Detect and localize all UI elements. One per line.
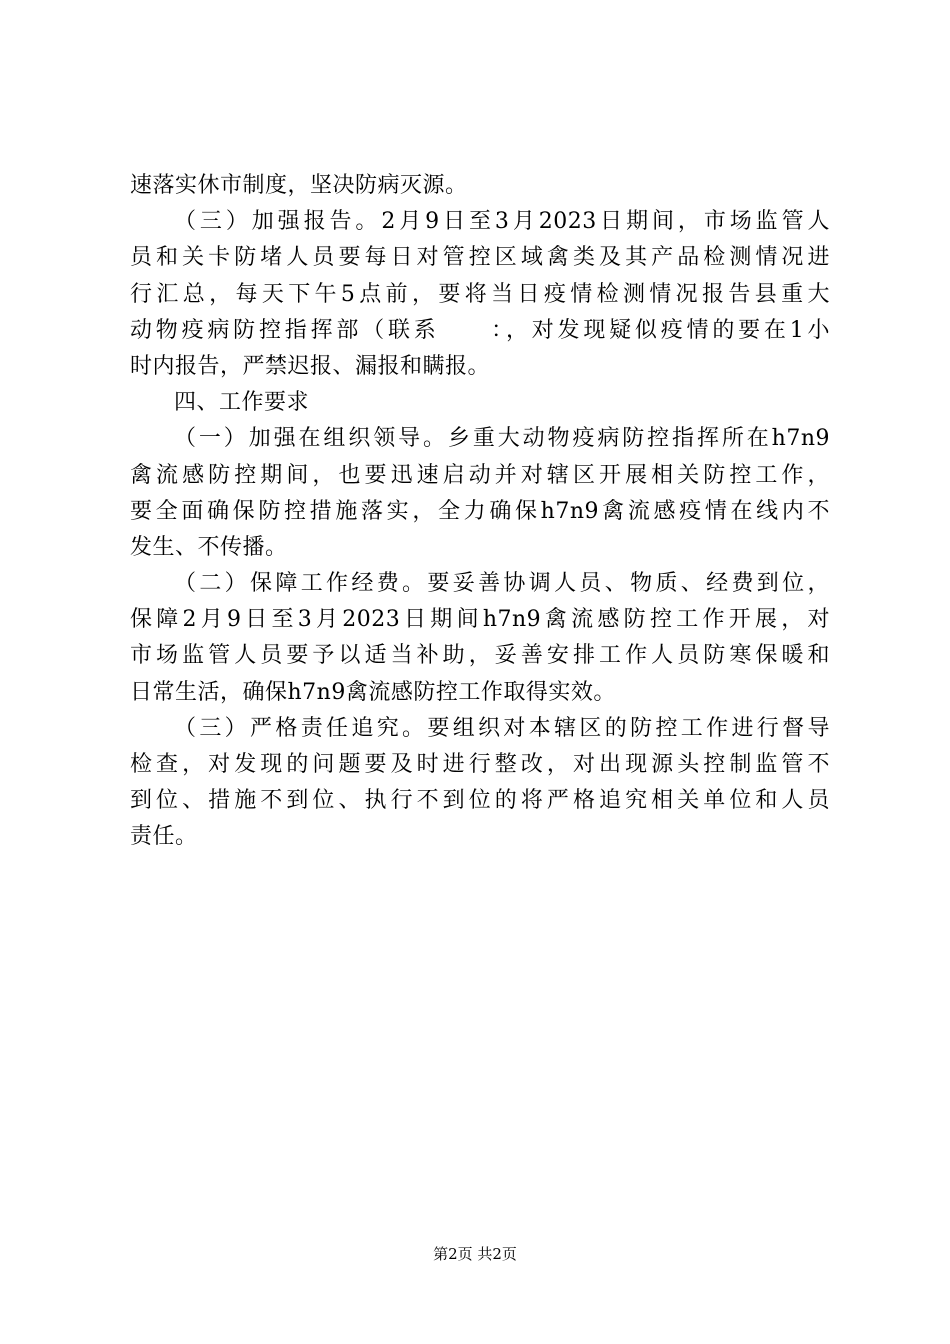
text-line: （三）严格责任追究。要组织对本辖区的防控工作进行督导 [174, 715, 830, 741]
text-line: 责任。 [130, 824, 198, 850]
text-line: 动物疫病防控指挥部（联系 ：，对发现疑似疫情的要在1小 [130, 317, 830, 343]
page-number-footer: 第2页 共2页 [433, 1245, 517, 1263]
text-line: （一）加强在组织领导。乡重大动物疫病防控指挥所在h7n9 [174, 426, 830, 452]
section-heading: 四、工作要求 [174, 390, 310, 416]
text-line: 保障2月9日至3月2023日期间h7n9禽流感防控工作开展，对 [130, 607, 830, 633]
text-line: （三）加强报告。2月9日至3月2023日期间，市场监管人 [174, 209, 830, 235]
text-line: 日常生活，确保h7n9禽流感防控工作取得实效。 [130, 679, 616, 705]
text-line: （二）保障工作经费。要妥善协调人员、物质、经费到位， [174, 571, 830, 597]
text-line: 禽流感防控期间，也要迅速启动并对辖区开展相关防控工作， [130, 462, 830, 488]
text-line: 要全面确保防控措施落实，全力确保h7n9禽流感疫情在线内不 [130, 498, 830, 524]
text-line: 时内报告，严禁迟报、漏报和瞒报。 [130, 353, 491, 379]
text-line: 到位、措施不到位、执行不到位的将严格追究相关单位和人员 [130, 788, 830, 814]
text-line: 员和关卡防堵人员要每日对管控区域禽类及其产品检测情况进 [130, 245, 830, 271]
text-line: 发生、不传播。 [130, 534, 288, 560]
text-line: 市场监管人员要予以适当补助，妥善安排工作人员防寒保暖和 [130, 643, 830, 669]
text-line: 检查，对发现的问题要及时进行整改，对出现源头控制监管不 [130, 752, 830, 777]
text-line: 行汇总，每天下午5点前，要将当日疫情检测情况报告县重大 [130, 281, 830, 307]
text-line: 速落实休市制度，坚决防病灭源。 [130, 173, 468, 198]
document-body [130, 168, 830, 856]
